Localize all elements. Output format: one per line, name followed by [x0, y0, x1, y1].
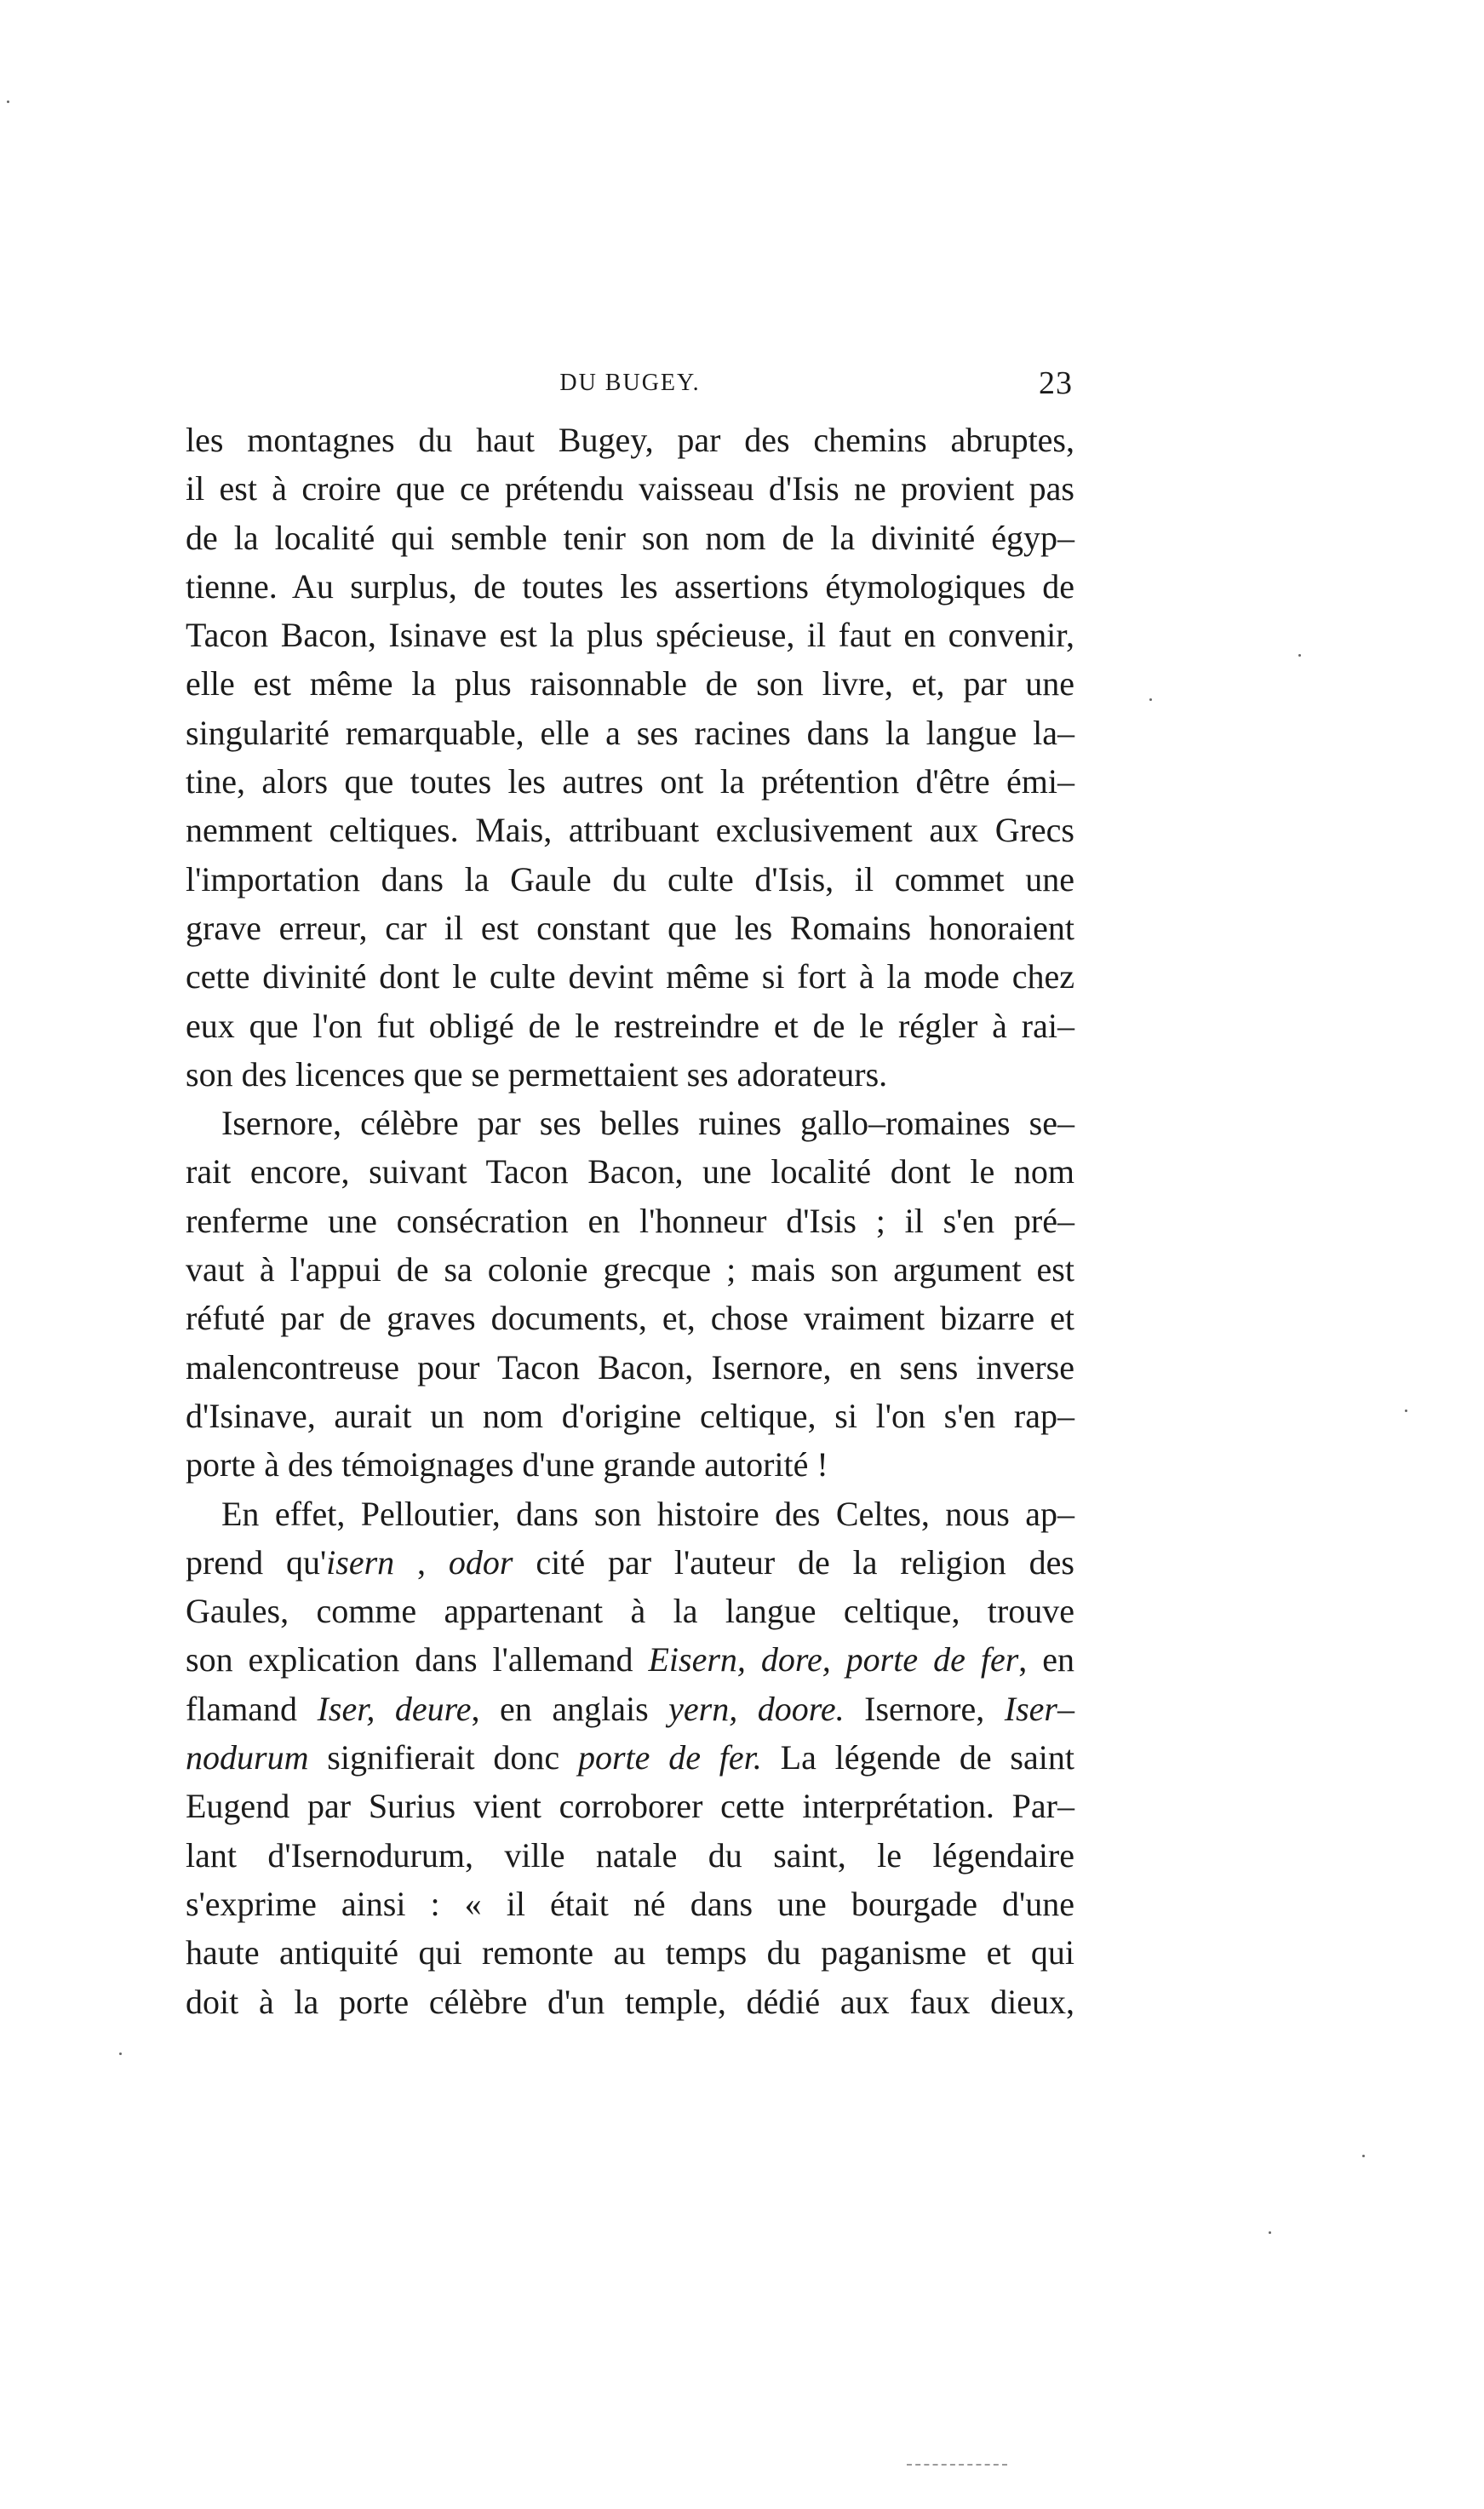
text-line	[186, 1635, 1074, 1684]
text-run: , en	[1018, 1640, 1074, 1679]
text-run: signifierait donc	[308, 1738, 578, 1777]
italic-term: Iser–	[1004, 1689, 1074, 1728]
text-run: Isernore,	[844, 1689, 1005, 1728]
text-run: Eugend par Surius vient corroborer cette interprétation. Par–	[186, 1787, 1074, 1826]
text-line: tine, alors que toutes les autres ont la prétention d'être émi–	[186, 762, 1074, 801]
text-line	[186, 1538, 1074, 1587]
scan-rule	[907, 2464, 1007, 2466]
text-line	[186, 1685, 1074, 1733]
italic-term: Eisern, dore, porte de fer	[648, 1640, 1019, 1679]
text-line: vaut à l'appui de sa colonie grecque ; mais son argument est	[186, 1250, 1074, 1289]
scan-speck	[1405, 1410, 1407, 1412]
text-line: tienne. Au surplus, de toutes les assertions étymologiques de	[186, 566, 1074, 606]
italic-term: porte de fer.	[577, 1738, 762, 1777]
running-title: DU BUGEY.	[559, 370, 701, 396]
italic-term: isern	[326, 1542, 395, 1582]
text-line: singularité remarquable, elle a ses racines dans la langue la–	[186, 713, 1074, 752]
text-run: Gaules, comme appartenant à la langue celtique, trouve	[186, 1592, 1074, 1631]
text-run: son explication dans l'allemand	[186, 1640, 649, 1679]
text-run: En effet, Pelloutier, dans son histoire des Celtes, nous ap–	[221, 1494, 1074, 1533]
text-line	[186, 1490, 1074, 1538]
italic-term: yern, doore.	[668, 1689, 845, 1728]
text-line: réfuté par de graves documents, et, chose vraiment bizarre et	[186, 1299, 1074, 1338]
scan-speck	[1298, 654, 1301, 657]
text-run: doit à la porte célèbre d'un temple, dédié aux faux dieux,	[186, 1982, 1074, 2021]
text-line: elle est même la plus raisonnable de son livre, et, par une	[186, 664, 1074, 703]
text-line	[186, 1587, 1074, 1635]
text-line: eux que l'on fut obligé de le restreindre et de le régler à rai–	[186, 1006, 1074, 1045]
text-line: l'importation dans la Gaule du culte d'Isis, il commet une	[186, 859, 1074, 899]
text-line: d'Isinave, aurait un nom d'origine celtique, si l'on s'en rap–	[186, 1396, 1074, 1435]
text-line: les montagnes du haut Bugey, par des chemins abruptes,	[186, 421, 1074, 459]
text-line	[186, 1928, 1074, 1977]
text-run: ,	[394, 1542, 449, 1582]
scan-speck	[1362, 2155, 1365, 2157]
text-line: Isernore, célèbre par ses belles ruines gallo–romaines se–	[221, 1104, 1074, 1143]
text-run: lant d'Isernodurum, ville natale du saint, le légendaire	[186, 1835, 1074, 1875]
text-line: cette divinité dont le culte devint même si fort à la mode chez	[186, 957, 1074, 996]
text-line: grave erreur, car il est constant que les Romains honoraient	[186, 908, 1074, 947]
text-line: de la localité qui semble tenir son nom de la divinité égyp–	[186, 518, 1074, 557]
text-line	[186, 1733, 1074, 1782]
text-run: , en anglais	[471, 1689, 669, 1728]
text-line: son des licences que se permettaient ses adorateurs.	[186, 1054, 888, 1094]
italic-term: Iser, deure	[317, 1689, 472, 1728]
text-line	[186, 1880, 1074, 1928]
text-line	[186, 1782, 1074, 1830]
text-run: s'exprime ainsi : « il était né dans une bourgade d'une	[186, 1884, 1074, 1923]
text-run: La légende de saint	[761, 1738, 1074, 1777]
text-line: nemment celtiques. Mais, attribuant exclusivement aux Grecs	[186, 811, 1074, 850]
text-run: cité par l'auteur de la religion des	[513, 1542, 1075, 1582]
running-head	[187, 365, 1073, 416]
text-line: Tacon Bacon, Isinave est la plus spécieuse, il faut en convenir,	[186, 616, 1074, 655]
page-number: 23	[1039, 365, 1073, 401]
text-line: porte à des témoignages d'une grande autorité !	[186, 1445, 828, 1484]
scan-speck	[1149, 698, 1152, 701]
text-line: malencontreuse pour Tacon Bacon, Isernore, en sens inverse	[186, 1347, 1074, 1387]
scan-speck	[1269, 2231, 1271, 2234]
scan-speck	[119, 2053, 122, 2055]
text-line	[186, 1831, 1074, 1880]
italic-term: odor	[448, 1542, 513, 1582]
italic-term: nodurum	[186, 1738, 309, 1777]
text-line: rait encore, suivant Tacon Bacon, une localité dont le nom	[186, 1152, 1074, 1191]
text-run: haute antiquité qui remonte au temps du paganisme et qui	[186, 1933, 1074, 1972]
text-run: prend qu'	[186, 1542, 327, 1582]
body-text	[186, 416, 1074, 2026]
text-line: renferme une consécration en l'honneur d'Isis ; il s'en pré–	[186, 1201, 1074, 1240]
text-run: flamand	[186, 1689, 318, 1728]
text-line: il est à croire que ce prétendu vaisseau d'Isis ne provient pas	[186, 469, 1074, 508]
text-line	[186, 1978, 1074, 2026]
scan-speck	[7, 100, 9, 103]
